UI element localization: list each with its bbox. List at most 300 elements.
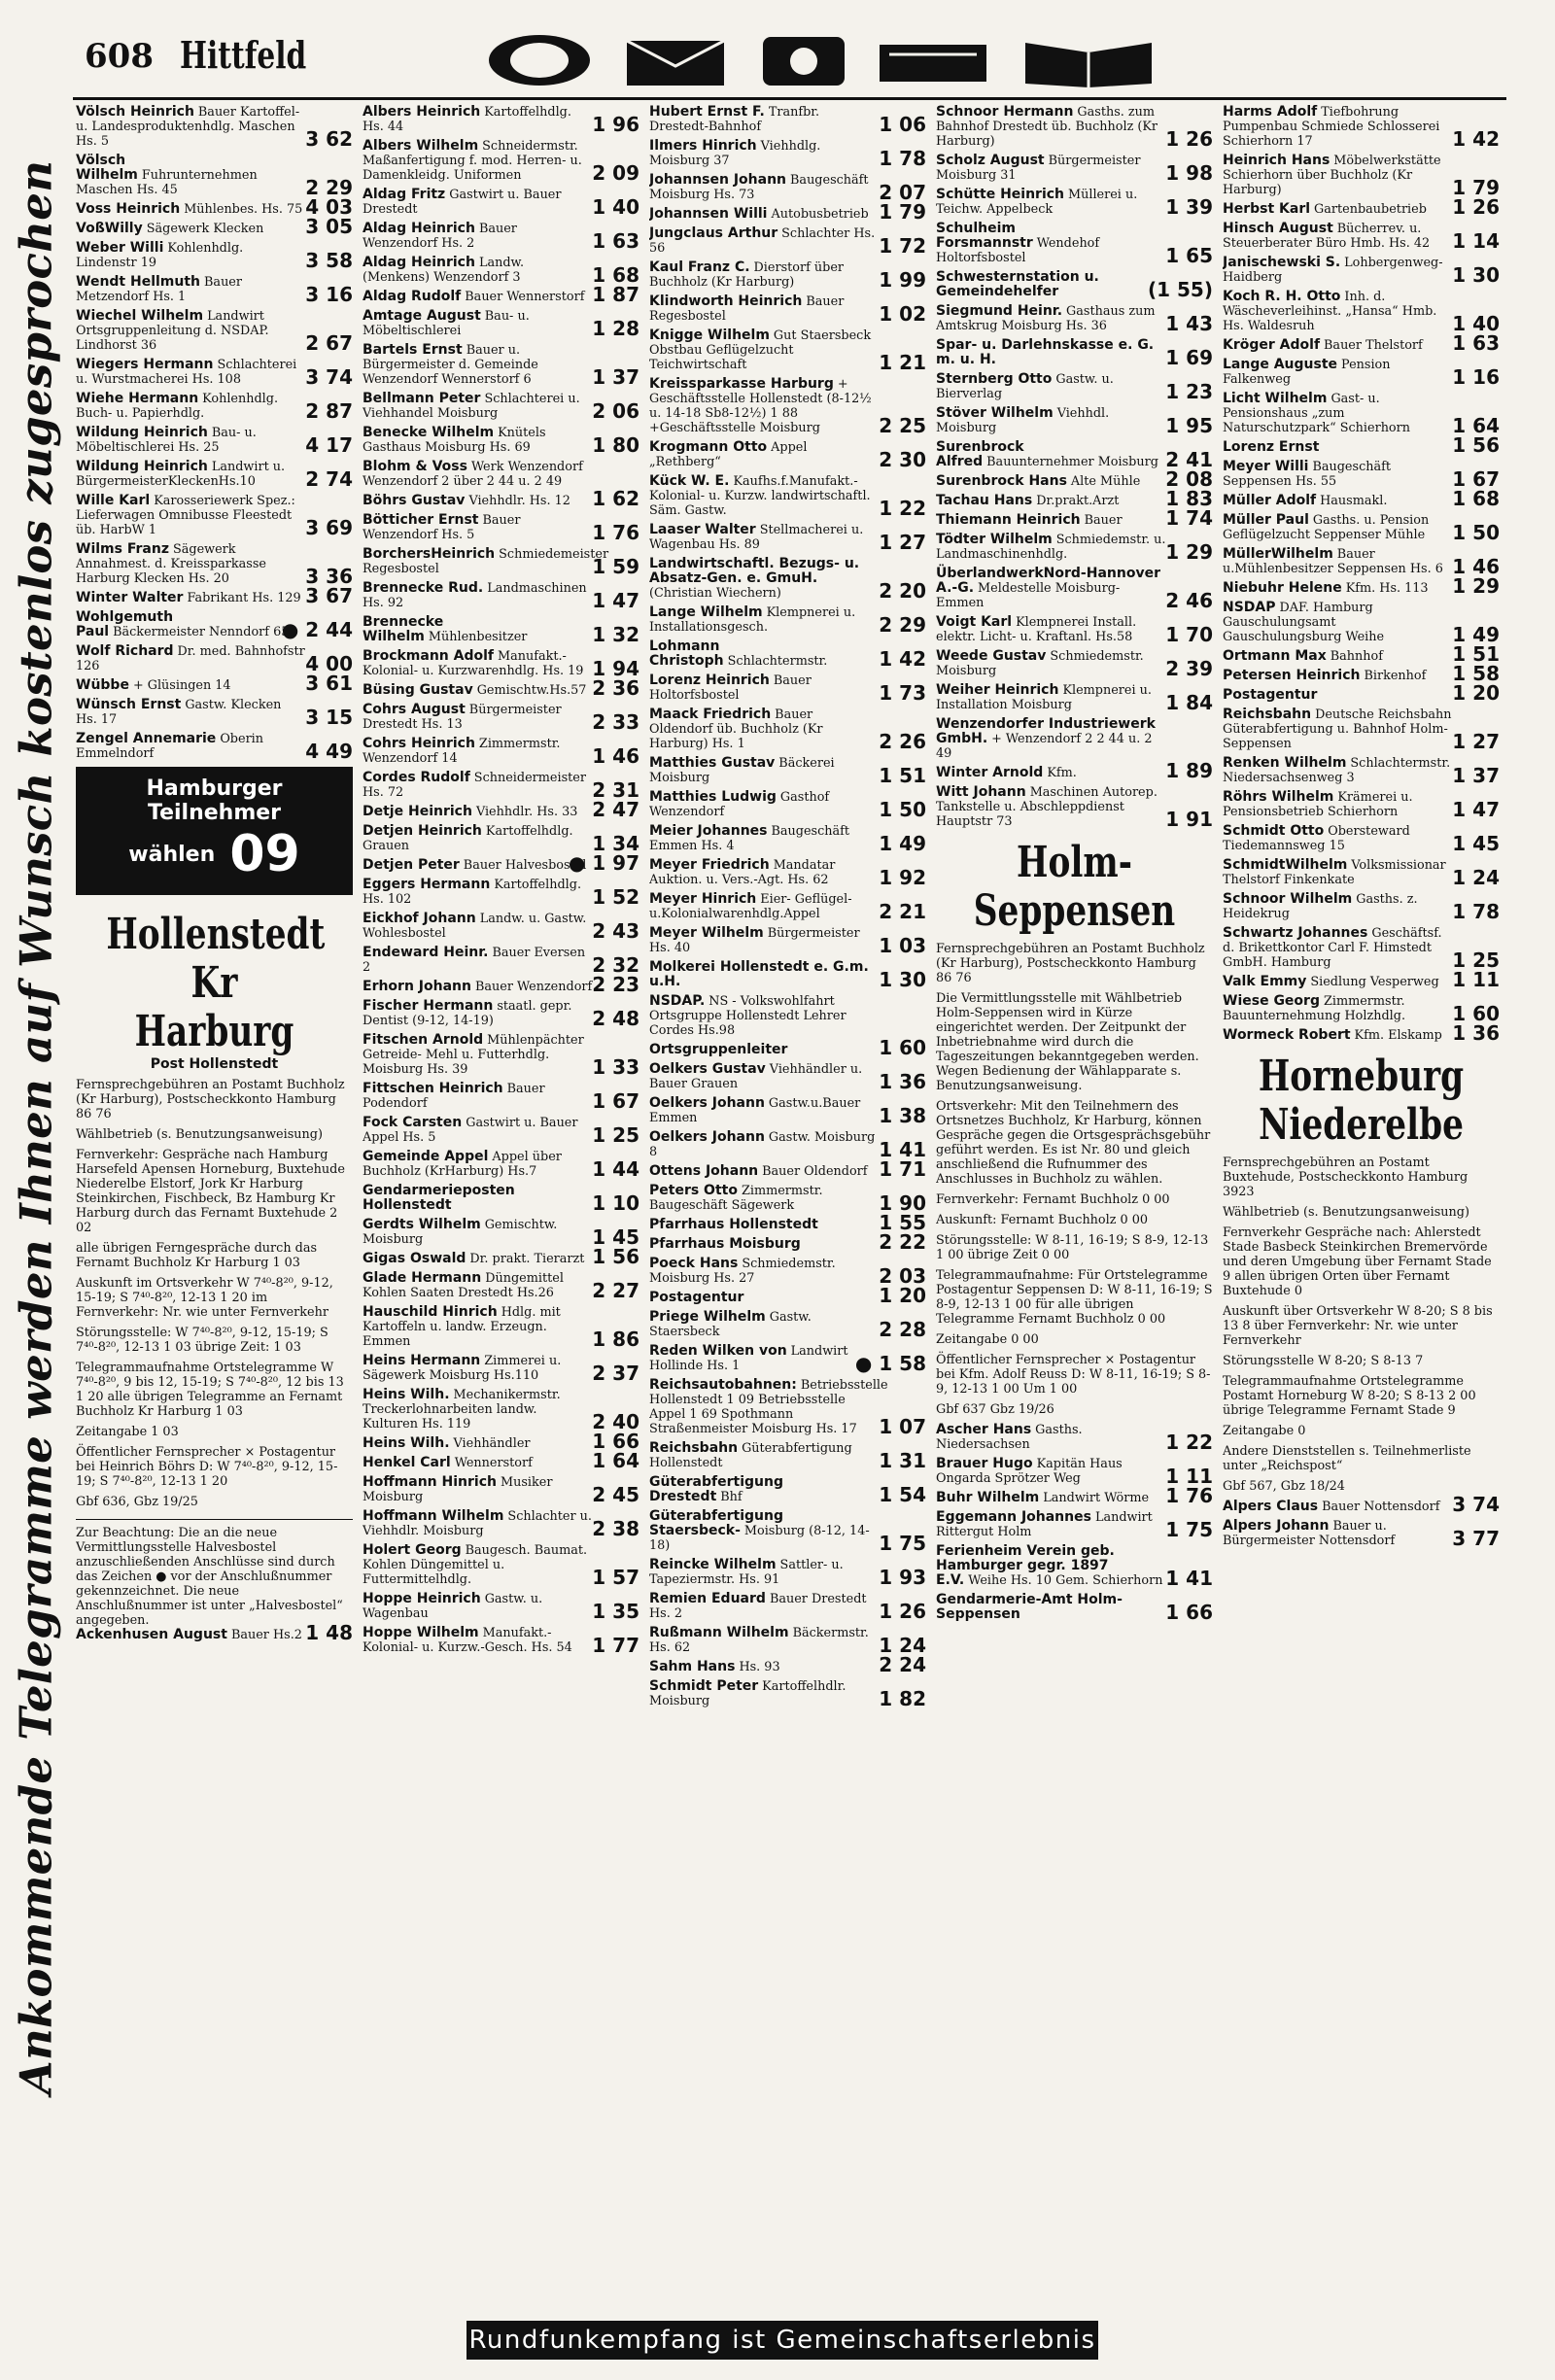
directory-entry — [76, 358, 353, 387]
entry-name: Licht Wilhelm — [1223, 391, 1328, 406]
open-book-icon — [1025, 43, 1152, 87]
entry-number: 1 83 — [1165, 487, 1213, 510]
entry-details: Bürgermeister Drestedt Hs. 13 — [363, 703, 562, 732]
directory-entry — [363, 824, 639, 853]
entry-number: 2 43 — [592, 919, 639, 943]
entry-name: Remien Eduard — [649, 1591, 766, 1606]
info-paragraph: Öffentlicher Fernsprecher × Postagentur bei Kfm. Adolf Reuss D: W 8-11, 16-19; S 8-9, 12-13 1 00 Um 1 00 — [936, 1353, 1211, 1397]
entry-details: Bauer Wenzendorf Hs. 5 — [363, 513, 521, 542]
directory-entry — [363, 581, 639, 610]
info-paragraph: Gbf 637 Gbz 19/26 — [936, 1402, 1054, 1417]
entry-name: Weede Gustav — [936, 648, 1047, 664]
entry-details: Gasths. u. Pension Geflügelzucht Seppenser Mühle — [1223, 513, 1430, 542]
entry-name: Meyer Friedrich — [649, 857, 770, 873]
entry-name: Herbst Karl — [1223, 201, 1311, 217]
entry-number: 1 24 — [1452, 866, 1500, 889]
directory-entry — [936, 785, 1213, 829]
entry-number: 1 25 — [1452, 949, 1500, 972]
entry-details: Kfm. Elskamp — [1354, 1028, 1442, 1043]
directory-entry — [936, 154, 1213, 183]
entry-name: Röhrs Wilhelm — [1223, 789, 1334, 805]
directory-entry — [649, 858, 926, 887]
entry-details: Pension Falkenweg — [1223, 358, 1391, 387]
entry-name: Meyer Willi — [1223, 459, 1309, 474]
entry-details: Landwirt Rittergut Holm — [936, 1510, 1153, 1539]
entry-number: 3 05 — [305, 215, 353, 238]
entry-name: Gigas Oswald — [363, 1251, 466, 1266]
entry-number: 1 26 — [879, 1600, 926, 1623]
entry-details: Landw. (Menkens) Wenzendorf 3 — [363, 256, 525, 285]
directory-entry — [363, 513, 639, 542]
directory-entry — [363, 1305, 639, 1349]
entry-number: 1 43 — [1165, 312, 1213, 335]
directory-entry — [649, 328, 926, 372]
entry-name: Eggemann Johannes — [936, 1509, 1091, 1525]
entry-details: Kaufhs.f.Manufakt.- Kolonial- u. Kurzw. landwirtschaftl. Säm. Gastw. — [649, 474, 871, 518]
entry-number: 1 84 — [1165, 691, 1213, 714]
directory-entry — [363, 676, 639, 700]
info-paragraph: Fernsprechgebühren an Postamt Buchholz (Kr Harburg), Postscheckkonto Hamburg 86 76 — [76, 1078, 345, 1121]
entry-name: Alpers Claus — [1223, 1499, 1319, 1514]
info-paragraph: Störungsstelle: W 8-11, 16-19; S 8-9, 12-13 1 00 übrige Zeit 0 00 — [936, 1233, 1209, 1262]
directory-entry — [76, 494, 353, 537]
entry-details: Manufakt.- Kolonial- u. Kurzw.-Gesch. Hs. 54 — [363, 1626, 572, 1655]
entry-details: Landmaschinen Hs. 92 — [363, 581, 587, 610]
directory-entry — [649, 1558, 926, 1587]
entry-number: 1 30 — [879, 968, 926, 991]
entry-number: 1 89 — [1165, 759, 1213, 782]
info-paragraph: Zeitangabe 1 03 — [76, 1425, 179, 1439]
entry-number: 2 03 — [879, 1264, 926, 1288]
entry-details: Bauer Eversen 2 — [363, 946, 586, 975]
entry-details: Bauer u. Bürgermeister d. Gemeinde Wenzendorf Wennerstorf 6 — [363, 343, 538, 387]
entry-details: Gastw. Klecken Hs. 17 — [76, 698, 282, 727]
directory-entry — [936, 717, 1213, 761]
entry-name: Voss Heinrich — [76, 201, 181, 217]
entry-name: Wünsch Ernst — [76, 697, 182, 712]
entry-details: Bhf — [720, 1490, 743, 1504]
entry-name: Güterabfertigung Staersbeck- — [649, 1508, 783, 1538]
directory-entry — [649, 1184, 926, 1213]
directory-entry — [649, 605, 926, 635]
entry-number: 1 03 — [879, 934, 926, 957]
entry-name: Güterabfertigung Drestedt — [649, 1474, 783, 1504]
entry-number: 2 07 — [879, 181, 926, 204]
entry-number: 1 64 — [1452, 414, 1500, 437]
directory-entry — [1223, 681, 1500, 705]
entry-number: 1 76 — [592, 521, 639, 544]
entry-number: 2 74 — [305, 467, 353, 491]
entry-name: Wübbe — [76, 677, 129, 693]
entry-name: Renken Wilhelm — [1223, 755, 1347, 771]
entry-number: 1 87 — [592, 283, 639, 306]
entry-name: Klindworth Heinrich — [649, 293, 803, 309]
entry-name: Priege Wilhelm — [649, 1309, 766, 1325]
entry-details: Schmiedemstr. u. Landmaschinenhdlg. — [936, 533, 1166, 562]
directory-entry — [936, 188, 1213, 217]
entry-number: 1 36 — [879, 1070, 926, 1093]
side-banner — [0, 159, 73, 2095]
info-paragraph: Fernsprechgebühren an Postamt Buchholz (Kr Harburg), Postscheckkonto Hamburg 86 76 — [936, 942, 1205, 985]
directory-entry — [1223, 756, 1500, 785]
entry-number: 1 39 — [1165, 195, 1213, 219]
entry-details: Klempnerei Install. elektr. Licht- u. Kraftanl. Hs.58 — [936, 615, 1137, 644]
entry-details: Bauer Oldendorf — [762, 1164, 868, 1179]
entry-number: (1 55) — [1148, 278, 1213, 301]
entry-details: Kartoffelhdlg. Hs. 44 — [363, 105, 571, 134]
entry-name: Ackenhusen August — [76, 1627, 227, 1642]
directory-entry — [649, 707, 926, 751]
entry-name: Büsing Gustav — [363, 682, 473, 698]
entry-number: 1 80 — [592, 433, 639, 457]
entry-details: Baugeschäft Emmen Hs. 4 — [649, 824, 850, 853]
entry-details: Deutsche Reichsbahn Güterabfertigung u. Bahnhof Holm-Seppensen — [1223, 707, 1452, 751]
entry-name: Meyer Wilhelm — [649, 925, 764, 941]
directory-entry — [649, 1441, 926, 1470]
ad-line-2: Teilnehmer — [147, 801, 282, 825]
ad-dial-number: 09 — [229, 825, 300, 883]
entry-number: 1 98 — [1165, 161, 1213, 185]
entry-number: 1 86 — [592, 1328, 639, 1351]
entry-details: Bauer Wenzendorf Hs. 2 — [363, 222, 517, 251]
entry-details: Gemischtw. Moisburg — [363, 1218, 558, 1247]
info-paragraph: Auskunft: Fernamt Buchholz 0 00 — [936, 1213, 1149, 1227]
info-paragraph: Störungsstelle: W 7⁴⁰-8²⁰, 9-12, 15-19; S 7⁴⁰-8²⁰, 12-13 1 03 übrige Zeit: 1 03 — [76, 1326, 328, 1355]
directory-entry — [76, 542, 353, 586]
page-title: Hittfeld — [180, 33, 307, 77]
telephone-directory-icons — [481, 29, 1161, 89]
entry-number: 1 21 — [879, 351, 926, 374]
info-paragraph: Fernverkehr: Gespräche nach Hamburg Harsefeld Apensen Horneburg, Buxtehude Niederelbe Elstorf, Jork Kr Harburg Steinkirchen, Fischbeck, Bz Hamburg Kr Harburg durch das Fernamt Buxtehude 2 02 — [76, 1148, 345, 1235]
entry-number: 1 56 — [1452, 433, 1500, 457]
entry-number: 1 66 — [592, 1430, 639, 1453]
directory-entry — [363, 912, 639, 941]
entry-number: 1 41 — [879, 1138, 926, 1161]
entry-number: 1 64 — [592, 1449, 639, 1472]
entry-details: Werk Wenzendorf Wenzendorf 2 über 2 44 u. 2 49 — [363, 460, 583, 489]
directory-entry — [649, 960, 926, 989]
entry-name: Hoffmann Wilhelm — [363, 1508, 504, 1524]
directory-entry — [649, 440, 926, 469]
directory-entry — [649, 824, 926, 853]
entry-details: Schmiedemeister Regesbostel — [363, 547, 609, 576]
entry-details: Viehhdlr. Hs. 33 — [475, 805, 578, 819]
entry-number: 1 40 — [592, 195, 639, 219]
entry-details: NS - Volkswohlfahrt Ortsgruppe Hollenstedt Lehrer Cordes Hs.98 — [649, 994, 847, 1038]
directory-entry — [1223, 358, 1500, 387]
entry-details: Dr. med. Bahnhofstr 126 — [76, 644, 305, 673]
entry-details: Bauer Kartoffel- u. Landesproduktenhdlg. Maschen Hs. 5 — [76, 105, 300, 149]
entry-details: Gastwirt u. Bauer Drestedt — [363, 188, 562, 217]
entry-name: Cohrs August — [363, 702, 466, 717]
directory-entry — [649, 1157, 926, 1181]
entry-details: Siedlung Vesperweg — [1310, 975, 1439, 989]
entry-name: Heins Wilh. — [363, 1387, 450, 1402]
directory-entry — [76, 215, 353, 238]
directory-entry — [1223, 968, 1500, 991]
entry-number: 1 26 — [1165, 127, 1213, 151]
directory-entry — [649, 1230, 926, 1254]
entry-name: Scholz August — [936, 153, 1045, 168]
entry-number: ● 1 58 — [854, 1352, 926, 1375]
entry-details: Bäckermeister Nenndorf 65 — [113, 625, 290, 639]
entry-details: + Geschäftsstelle Hollenstedt (8-12½ u. 14-18 Sb8-12½) 1 88 +Geschäftsstelle Moisburg — [649, 377, 872, 435]
entry-details: Wendehof Holtorfsbostel — [936, 236, 1100, 265]
directory-entry — [1223, 256, 1500, 285]
info-paragraph: Ortsverkehr: Mit den Teilnehmern des Ortsnetzes Buchholz, Kr Harburg, können Gespräche gegen die Ortsgesprächsgebühr geführt werden. Es ist Nr. 80 und gleich anschließend die Rufnummer des Anschlusses in Buchholz zu wählen. — [936, 1099, 1211, 1187]
entry-name: Krogmann Otto — [649, 439, 768, 455]
entry-number: 2 24 — [879, 1653, 926, 1676]
entry-name: Hoppe Heinrich — [363, 1591, 481, 1606]
entry-number: 1 56 — [592, 1245, 639, 1268]
entry-details: Musiker Moisburg — [363, 1475, 553, 1504]
directory-entry — [76, 732, 353, 761]
entry-name: Wolf Richard — [76, 643, 174, 659]
entries-col2 — [363, 105, 639, 1655]
entry-name: MüllerWilhelm — [1223, 546, 1333, 562]
entry-name: Surenbrock Hans — [936, 473, 1067, 489]
directory-entry — [936, 1593, 1213, 1622]
entry-details: Eier- Geflügel- u.Kolonialwarenhdlg.Appel — [649, 892, 852, 921]
entry-name: Postagentur — [649, 1290, 744, 1305]
entry-details: Obersteward Tiedemannsweg 15 — [1223, 824, 1410, 853]
directory-entry — [363, 1245, 639, 1268]
entry-name: Meier Johannes — [649, 823, 768, 839]
directory-entry — [363, 771, 639, 800]
column-1 — [76, 105, 353, 2282]
directory-entry — [936, 649, 1213, 678]
entry-details: Karosseriewerk Spez.: Lieferwagen Omnibusse Fleestedt üb. HarbW 1 — [76, 494, 295, 537]
directory-entry — [649, 1257, 926, 1286]
entry-number: 1 27 — [879, 531, 926, 554]
entry-details: Bauer Hs.2 — [230, 1628, 302, 1642]
entry-number: 1 52 — [592, 885, 639, 909]
entries-col5 — [1223, 105, 1500, 1043]
entry-name: Völsch Wilhelm — [76, 153, 138, 183]
entry-details: Bauer — [1084, 513, 1123, 528]
entry-details: Geschäftsf. d. Brikettkontor Carl F. Himstedt GmbH. Hamburg — [1223, 926, 1442, 970]
directory-entry — [1223, 222, 1500, 251]
entry-number: 2 41 — [1165, 448, 1213, 471]
entry-name: SchmidtWilhelm — [1223, 857, 1348, 873]
entry-name: Wiegers Hermann — [76, 357, 214, 372]
entry-name: Matthies Gustav — [649, 755, 776, 771]
entry-number: 1 23 — [1165, 380, 1213, 403]
directory-entry — [649, 377, 926, 435]
section-title-2: Niederelbe — [1259, 1100, 1464, 1150]
directory-entry — [936, 1457, 1213, 1486]
entry-details: Gasthof Wenzendorf — [649, 790, 830, 819]
directory-entry — [936, 372, 1213, 401]
entry-details: + Glüsingen 14 — [132, 678, 231, 693]
entry-details: Oberin Emmelndorf — [76, 732, 264, 761]
directory-entry — [76, 672, 353, 695]
entry-number: 4 49 — [305, 740, 353, 763]
entry-name: Schnoor Wilhelm — [1223, 891, 1353, 907]
directory-entry — [649, 1036, 926, 1059]
info-paragraph: Wählbetrieb (s. Benutzungsanweisung) — [1223, 1205, 1469, 1220]
entry-number: 1 48 — [305, 1621, 353, 1644]
entry-details: Bahnhof — [1330, 649, 1383, 664]
directory-entry — [649, 1130, 926, 1159]
entry-details: Bürgermeister Moisburg 31 — [936, 154, 1141, 183]
entry-details: Gasthaus zum Amtskrug Moisburg Hs. 36 — [936, 304, 1156, 333]
entry-details: Sattler- u. Tapeziermstr. Hs. 91 — [649, 1558, 844, 1587]
entry-name: Schmidt Otto — [1223, 823, 1325, 839]
entry-details: Stellmacherei u. Wagenbau Hs. 89 — [649, 523, 864, 552]
notice-text: Zur Beachtung: Die an die neue Vermittlungsstelle Halvesbostel anzuschließenden Anschlüsse sind durch das Zeichen ● vor der Anschlußnummer gekennzeichnet. Die neue Anschlußnummer ist unter „Halvesbostel“ angegeben. — [76, 1519, 353, 1628]
directory-entry — [649, 673, 926, 703]
entry-details: Landw. u. Gastw. Wohlesbostel — [363, 912, 587, 941]
directory-entry — [936, 615, 1213, 644]
directory-entry — [363, 851, 639, 875]
directory-entry — [363, 1184, 639, 1213]
entry-number: 1 31 — [879, 1449, 926, 1472]
entry-details: + Wenzendorf 2 2 44 u. 2 49 — [936, 732, 1153, 761]
entry-number: 1 67 — [592, 1089, 639, 1113]
directory-entry — [363, 703, 639, 732]
entry-name: Sternberg Otto — [936, 371, 1053, 387]
entry-number: 1 28 — [592, 317, 639, 340]
entry-details: Weihe Hs. 10 Gem. Schierhorn — [968, 1573, 1163, 1588]
entry-details: Fuhrunternehmen Maschen Hs. 45 — [76, 168, 258, 197]
entry-number: 2 29 — [879, 613, 926, 637]
info-paragraph: Andere Dienststellen s. Teilnehmerliste unter „Reichspost“ — [1223, 1444, 1471, 1473]
entry-name: Hoppe Wilhelm — [363, 1625, 479, 1640]
entry-details: Schlachterei u. Wurstmacherei Hs. 108 — [76, 358, 297, 387]
entry-name: Fischer Hermann — [363, 998, 494, 1014]
entry-number: 1 68 — [592, 263, 639, 287]
directory-entry — [363, 999, 639, 1028]
directory-entry — [363, 649, 639, 678]
entry-details: Zimmerei u. Sägewerk Moisburg Hs.110 — [363, 1354, 562, 1383]
column-4 — [936, 105, 1213, 2282]
directory-entry — [1223, 790, 1500, 819]
section-horneburg — [1223, 1052, 1500, 1150]
entry-number: 2 67 — [305, 331, 353, 355]
dial-advertisement — [76, 767, 353, 895]
entry-details: Knütels Gasthaus Moisburg Hs. 69 — [363, 426, 546, 455]
directory-entry — [649, 557, 926, 601]
entry-number: 1 91 — [1165, 808, 1213, 831]
entry-number: 1 51 — [1452, 642, 1500, 666]
entry-name: Hubert Ernst F. — [649, 105, 765, 120]
directory-entry — [363, 973, 639, 996]
entry-number: 1 11 — [1165, 1465, 1213, 1488]
entry-details: Landwirt u. BürgermeisterKleckenHs.10 — [76, 460, 286, 489]
entry-name: Buhr Wilhelm — [936, 1490, 1040, 1505]
entry-details: Bauer Nottensdorf — [1322, 1500, 1440, 1514]
info-paragraph: Auskunft über Ortsverkehr W 8-20; S 8 bis 13 8 über Fernverkehr: Nr. wie unter Fernverkehr — [1223, 1304, 1493, 1348]
entry-number: 1 77 — [592, 1634, 639, 1657]
directory-entry — [649, 790, 926, 819]
entry-name: Brauer Hugo — [936, 1456, 1033, 1471]
entry-number: 2 26 — [879, 730, 926, 753]
directory-entry — [363, 309, 639, 338]
entry-number: 1 45 — [1452, 832, 1500, 855]
entry-number: 1 50 — [879, 798, 926, 821]
entry-name: Aldag Heinrich — [363, 255, 475, 270]
info-paragraph: Gbf 636, Gbz 19/25 — [76, 1495, 198, 1509]
entry-number: 1 99 — [879, 268, 926, 292]
entry-number: 4 00 — [305, 652, 353, 675]
entry-number: 1 65 — [1165, 244, 1213, 267]
entry-name: Müller Paul — [1223, 512, 1309, 528]
entry-details: Müllerei u. Teichw. Appelbeck — [936, 188, 1138, 217]
entry-details: Bauer Regesbostel — [649, 294, 845, 324]
entry-number: 1 54 — [879, 1483, 926, 1506]
entry-name: Spar- u. Darlehnskasse e. G. m. u. H. — [936, 337, 1155, 367]
entry-number: 1 96 — [592, 113, 639, 136]
entry-name: Wiese Georg — [1223, 993, 1320, 1009]
directory-entry — [363, 1033, 639, 1077]
entry-name: Reichsbahn — [649, 1440, 739, 1456]
entries-col4-tail — [936, 1423, 1213, 1622]
entry-name: Lange Wilhelm — [649, 604, 763, 620]
entry-details: Schlachter Hs. 56 — [649, 226, 876, 256]
directory-entry — [363, 139, 639, 183]
directory-entry — [363, 1475, 639, 1504]
directory-entry — [76, 241, 353, 270]
entry-details: Düngemittel Kohlen Saaten Drestedt Hs.26 — [363, 1271, 564, 1300]
directory-entry — [649, 1653, 926, 1676]
entry-details: Möbelwerkstätte Schierhorn über Buchholz (Kr Harburg) — [1223, 154, 1441, 197]
directory-entry — [1223, 433, 1500, 457]
entry-name: Kück W. E. — [649, 473, 730, 489]
directory-entry — [649, 294, 926, 324]
entry-details: Bauer Wennerstorf — [465, 290, 585, 304]
entry-name: Holert Georg — [363, 1542, 462, 1558]
entry-name: Tachau Hans — [936, 493, 1033, 508]
entry-details: Mühlenpächter Getreide- Mehl u. Futterhdlg. Moisburg Hs. 39 — [363, 1033, 584, 1077]
directory-entry — [76, 309, 353, 353]
info-paragraph: Auskunft im Ortsverkehr W 7⁴⁰-8²⁰, 9-12, 15-19; S 7⁴⁰-8²⁰, 12-13 1 20 im Fernverkehr: Nr. wie unter Fernverkehr — [76, 1276, 333, 1320]
entry-number: 1 78 — [879, 147, 926, 170]
entry-details: Schlachterei u. Viehhandel Moisburg — [363, 392, 580, 421]
entry-name: Hauschild Hinrich — [363, 1304, 498, 1320]
entry-name: Stöver Wilhelm — [936, 405, 1054, 421]
entry-details: Landwirt Hollinde Hs. 1 — [649, 1344, 848, 1373]
entry-number: 2 87 — [305, 399, 353, 423]
entry-number: 1 68 — [1452, 487, 1500, 510]
entry-details: Kartoffelhdlg. Hs. 102 — [363, 878, 582, 907]
entry-name: Weber Willi — [76, 240, 164, 256]
entry-details: Wennerstorf — [454, 1456, 533, 1470]
side-banner-text: Ankommende Telegramme werden Ihnen auf Wunsch kostenlos zugesprochen — [10, 159, 62, 2095]
entry-name: Albers Wilhelm — [363, 138, 479, 154]
entry-details: Gastwirt u. Bauer Appel Hs. 5 — [363, 1116, 578, 1145]
entry-details: Dierstorf über Buchholz (Kr Harburg) — [649, 260, 845, 290]
directory-entry — [649, 1626, 926, 1655]
entry-name: Schwartz Johannes — [1223, 925, 1368, 941]
entry-name: BorchersHeinrich — [363, 546, 496, 562]
entry-number: 1 37 — [592, 365, 639, 389]
directory-entry — [363, 737, 639, 766]
entry-name: Landwirtschaftl. Bezugs- u. Absatz-Gen. e. GmuH. — [649, 556, 860, 586]
directory-entry — [649, 1310, 926, 1339]
entry-name: Laaser Walter — [649, 522, 756, 537]
entry-details: Dr. prakt. Tierarzt — [469, 1252, 585, 1266]
entry-number: 1 40 — [1452, 312, 1500, 335]
directory-entry — [1223, 574, 1500, 598]
entry-details: Bau- u. Möbeltischlerei Hs. 25 — [76, 426, 257, 455]
telephone-icon — [763, 37, 845, 86]
entry-number: 3 77 — [1452, 1527, 1500, 1550]
entry-number: ● 1 97 — [568, 851, 639, 875]
directory-entry — [363, 878, 639, 907]
entry-details: Viehhändler u. Bauer Grauen — [649, 1062, 863, 1091]
entry-name: Brennecke Rud. — [363, 580, 484, 596]
